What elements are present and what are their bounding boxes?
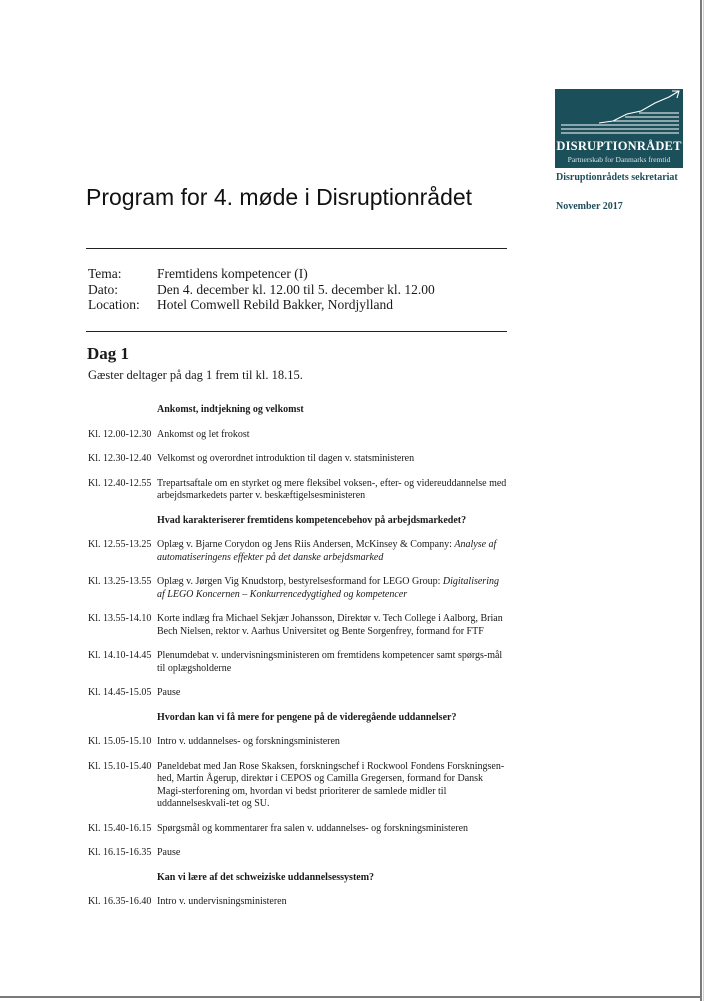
meta-tema-label: Tema: [88, 266, 122, 281]
page-border-right [700, 0, 702, 1001]
schedule-time: Kl. 12.40-12.55 [88, 477, 152, 489]
page-border-bottom [0, 996, 702, 998]
schedule-desc: Pause [157, 687, 181, 698]
rising-arrow-icon [555, 89, 683, 139]
schedule-time: Kl. 12.30-12.40 [88, 453, 152, 464]
sidebar-date: November 2017 [556, 201, 623, 212]
schedule-item [88, 687, 508, 700]
schedule-desc: Intro v. uddannelses- og forskningsministeren [157, 736, 340, 747]
schedule-section: Ankomst, indtjekning og velkomst [157, 404, 304, 415]
meta-dato-label: Dato: [88, 282, 118, 297]
schedule-item [88, 736, 508, 749]
disruptionraadet-logo [555, 89, 683, 168]
schedule-time: Kl. 12.00-12.30 [88, 428, 152, 440]
meta-location-label: Location: [88, 297, 140, 312]
schedule-time: Kl. 16.15-16.35 [88, 847, 152, 858]
schedule-item [88, 539, 508, 564]
divider-bottom [86, 331, 507, 332]
schedule-item [88, 613, 508, 638]
schedule-desc: Paneldebat med Jan Rose Skaksen, forskningschef i Rockwool Fondens Forskningsen-hed, Martin Ågerup, direktør i CEPOS og Camilla Gregersen, formand for Dansk Magi-sterforening om, hvordan vi bedst prioriterer de samlede midler til uddannelseskvali-tet og SU. [157, 760, 505, 809]
schedule-desc: Spørgsmål og kommentarer fra salen v. uddannelses- og forskningsministeren [157, 822, 469, 834]
page-border-right-shadow [703, 0, 704, 1001]
schedule-section: Hvad karakteriserer fremtidens kompetencebehov på arbejdsmarkedet? [157, 514, 467, 526]
schedule-desc: Plenumdebat v. undervisningsministeren om fremtidens kompetencer samt spørgs-mål til oplægsholderne [157, 650, 503, 674]
day-heading: Dag 1 [87, 344, 130, 363]
schedule-time: Kl. 14.10-14.45 [88, 650, 152, 661]
schedule-item [88, 847, 508, 860]
schedule-time: Kl. 13.25-13.55 [88, 576, 152, 587]
schedule-item [88, 650, 508, 675]
meta-dato-value: Den 4. december kl. 12.00 til 5. december kl. 12.00 [157, 282, 435, 297]
logo-title: DISRUPTIONRÅDET [556, 139, 682, 153]
schedule-desc-italic: Digitalisering af LEGO Koncernen – Konkurrencedygtighed og kompetencer [157, 576, 499, 600]
schedule-time: Kl. 15.10-15.40 [88, 760, 152, 772]
day-note: Gæster deltager på dag 1 frem til kl. 18.15. [88, 368, 303, 382]
schedule-desc-italic: Analyse af automatiseringens effekter på det danske arbejdsmarked [157, 539, 497, 563]
schedule-time: Kl. 13.55-14.10 [88, 613, 152, 624]
schedule [88, 404, 508, 921]
schedule-desc: Trepartsaftale om en styrket og mere fleksibel voksen-, efter- og videreuddannelse med arbejdsmarkedets parter v. beskæftigelsesministeren [157, 477, 507, 501]
meta-location-value: Hotel Comwell Rebild Bakker, Nordjylland [157, 297, 394, 312]
page-title: Program for 4. møde i Disruptionrådet [86, 184, 473, 210]
schedule-item [88, 576, 508, 601]
sidebar-org: Disruptionrådets sekretariat [556, 172, 678, 183]
schedule-section: Hvordan kan vi få mere for pengene på de videregående uddannelser? [157, 711, 457, 723]
meta-tema-value: Fremtidens kompetencer (I) [157, 266, 308, 281]
schedule-desc-text: Oplæg v. Bjarne Corydon og Jens Riis Andersen, McKinsey & Company: [157, 539, 455, 550]
schedule-desc: Ankomst og let frokost [157, 428, 250, 440]
schedule-desc: Pause [157, 847, 181, 858]
schedule-item [88, 429, 508, 442]
schedule-desc: Velkomst og overordnet introduktion til dagen v. statsministeren [157, 453, 415, 464]
schedule-item [88, 896, 508, 909]
schedule-time: Kl. 15.40-16.15 [88, 822, 152, 834]
schedule-section: Kan vi lære af det schweiziske uddannelsessystem? [157, 871, 375, 883]
schedule-time: Kl. 15.05-15.10 [88, 736, 152, 747]
schedule-desc [157, 539, 507, 564]
schedule-desc-text: Oplæg v. Jørgen Vig Knudstorp, bestyrelsesformand for LEGO Group: [157, 576, 443, 587]
schedule-time: Kl. 14.45-15.05 [88, 687, 152, 698]
schedule-desc: Intro v. undervisningsministeren [157, 896, 287, 907]
schedule-item [88, 478, 508, 503]
schedule-time: Kl. 16.35-16.40 [88, 896, 152, 907]
divider-top [86, 248, 507, 249]
schedule-time: Kl. 12.55-13.25 [88, 539, 152, 550]
logo-tagline: Partnerskab for Danmarks fremtid [567, 155, 671, 164]
schedule-item [88, 761, 508, 811]
schedule-desc [157, 576, 507, 601]
schedule-item [88, 823, 508, 836]
schedule-item [88, 453, 508, 466]
schedule-desc: Korte indlæg fra Michael Sekjær Johansson, Direktør v. Tech College i Aalborg, Brian Bech Nielsen, rektor v. Aarhus Universitet og Bente Sorgenfrey, formand for FTF [157, 613, 503, 637]
